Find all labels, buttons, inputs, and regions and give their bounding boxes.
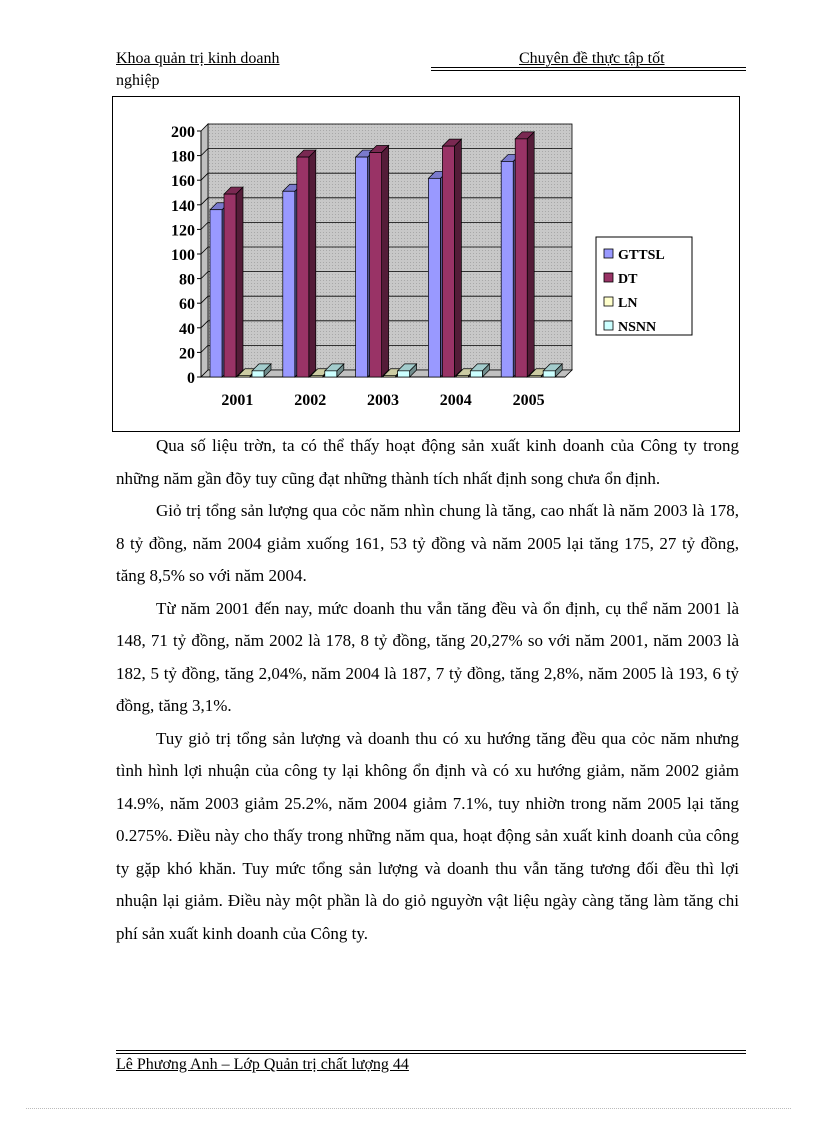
legend-label: NSNN <box>618 320 657 335</box>
bar-nsnn <box>252 371 264 377</box>
y-tick-label: 200 <box>171 124 195 141</box>
x-tick-label: 2004 <box>439 392 472 409</box>
header-title: Chuyên đề thực tập tốt <box>519 50 665 67</box>
bar-side <box>236 187 243 377</box>
legend-swatch <box>604 273 613 282</box>
bar-gttsl <box>210 210 222 377</box>
y-tick-label: 140 <box>171 197 195 215</box>
x-tick-label: 2002 <box>294 392 327 409</box>
paragraph: Qua số liệu trờn, ta có thể thấy hoạt động sản xuất kinh doanh của Công ty trong những năm gần đõy tuy cũng đạt những thành tích nhất định song chưa ổn định. <box>116 436 739 488</box>
bar-gttsl <box>501 161 513 377</box>
legend-swatch <box>604 249 613 258</box>
paragraph: Từ năm 2001 đến nay, mức doanh thu vẫn tăng đều và ổn định, cụ thể năm 2001 là 148, 71 tỷ đồng, năm 2002 là 178, 8 tỷ đồng, tăng 20,27% so với năm 2001, năm 2003 là 182, 5 tỷ đồng, tăng 2,04%, năm 2004 là 187, 7 tỷ đồng, tăng 2,8%, năm 2005 là 193, 6 tỷ đồng, tăng 3,1%. <box>116 598 739 715</box>
bar-nsnn <box>398 371 410 377</box>
page-edge <box>26 1108 791 1109</box>
y-tick-label: 0 <box>187 370 195 387</box>
footer-author: Lê Phương Anh – Lớp Quản trị chất lượng 44 <box>116 1056 409 1073</box>
bar-ln <box>384 376 396 377</box>
bar-side <box>454 139 461 377</box>
x-tick-label: 2005 <box>512 392 545 409</box>
y-tick-label: 20 <box>179 345 195 363</box>
bar-ln <box>529 376 541 377</box>
bar-gttsl <box>356 157 368 377</box>
bar-side <box>382 146 389 377</box>
paragraph: Tuy giỏ trị tổng sản lượng và doanh thu có xu hướng tăng đều qua cỏc năm nhưng tình hình lợi nhuận của công ty lại không ổn định và có xu hướng giảm, năm 2002 giảm 14.9%, năm 2003 giảm 25.2%, năm 2004 giảm 7.1%, tuy nhiờn trong năm 2005 lại tăng 0.275%. Điều này cho thấy trong những năm qua, hoạt động sản xuất kinh doanh của công ty gặp khó khăn. Tuy mức tổng sản lượng và doanh thu vẫn tăng tương đối đều thì lợi nhuận lại giảm. Điều này một phần là do giỏ nguyờn vật liệu ngày càng tăng làm tăng chi phí sản xuất kinh doanh của Công ty. <box>116 728 739 943</box>
x-tick-label: 2003 <box>367 392 399 409</box>
bar-ln <box>238 376 250 377</box>
y-tick-label: 80 <box>179 271 195 289</box>
page-footer <box>116 1050 746 1074</box>
bar-dt <box>224 194 236 377</box>
body-text <box>116 430 739 950</box>
header-rule <box>431 67 746 73</box>
bar-gttsl <box>283 191 295 377</box>
bar-ln <box>456 376 468 377</box>
bar-dt <box>297 157 309 377</box>
y-tick-label: 100 <box>171 247 195 264</box>
bar-chart <box>113 97 739 431</box>
x-tick-label: 2001 <box>221 392 254 409</box>
y-tick-label: 120 <box>171 222 195 240</box>
legend-swatch <box>604 321 613 330</box>
paragraph: Giỏ trị tổng sản lượng qua cỏc năm nhìn chung là tăng, cao nhất là năm 2003 là 178, 8 tỷ đồng, năm 2004 giảm xuống 161, 53 tỷ đồng và năm 2005 lại tăng 175, 27 tỷ đồng, tăng 8,5% so với năm 2004. <box>116 501 739 585</box>
y-tick-label: 40 <box>179 320 195 338</box>
bar-nsnn <box>470 371 482 377</box>
bar-dt <box>515 139 527 377</box>
bar-nsnn <box>543 371 555 377</box>
bar-dt <box>442 146 454 377</box>
bar-side <box>309 150 316 377</box>
y-tick-label: 60 <box>179 296 195 314</box>
bar-nsnn <box>325 371 337 377</box>
bar-dt <box>370 153 382 377</box>
chart-frame <box>112 96 740 432</box>
header-faculty: Khoa quản trị kinh doanh <box>116 50 280 67</box>
legend-label: GTTSL <box>618 248 665 263</box>
bar-ln <box>311 376 323 377</box>
legend-label: LN <box>618 296 638 311</box>
legend-swatch <box>604 297 613 306</box>
legend-label: DT <box>618 272 638 287</box>
page-header <box>116 50 746 90</box>
header-title-continuation: nghiệp <box>116 72 160 89</box>
bar-side <box>527 132 534 377</box>
footer-rule <box>116 1050 746 1054</box>
bar-gttsl <box>428 178 440 377</box>
y-tick-label: 160 <box>171 173 195 191</box>
y-tick-label: 180 <box>171 148 195 166</box>
